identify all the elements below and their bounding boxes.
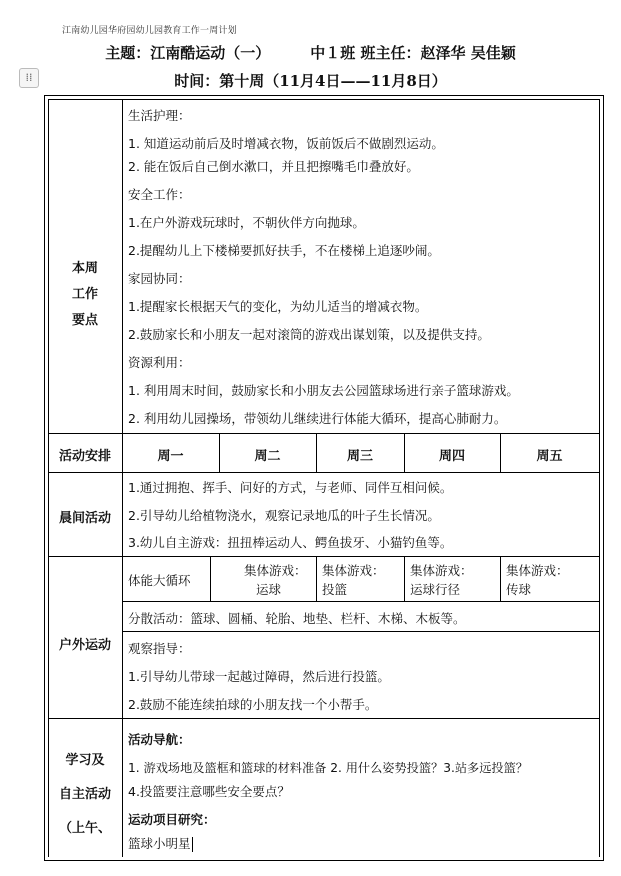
outdoor-cell-wednesday-name: 投篮: [322, 582, 348, 597]
morning-label: 晨间活动: [58, 511, 111, 526]
outdoor-cell-tuesday-type: 集体游戏：: [244, 563, 307, 578]
outdoor-divider-2: [122, 631, 600, 632]
outdoor-cell-wednesday-type: 集体游戏：: [322, 563, 385, 578]
study-label: [48, 744, 122, 846]
day-wednesday: 周三: [346, 449, 373, 464]
weekly-line-11: 1. 利用周末时间，鼓励家长和小朋友去公园篮球场进行亲子篮球游戏。: [128, 383, 519, 398]
outdoor-cell-thursday-type: 集体游戏：: [410, 563, 473, 578]
outdoor-cell-monday: 体能大循环: [128, 573, 191, 588]
weekly-line-6: 2.提醒幼儿上下楼梯要抓好扶手，不在楼梯上追逐吵闹。: [128, 243, 440, 258]
weekly-line-2: 1. 知道运动前后及时增减衣物，饭前饭后不做剧烈运动。: [128, 136, 444, 151]
table-inner-top-line: [48, 99, 600, 100]
study-research-text: 篮球小明星: [128, 836, 191, 851]
label-column-divider: [122, 99, 123, 857]
study-label-line-2: 自主活动: [58, 787, 111, 802]
outdoor-observe-line-2: 2.鼓励不能连续拍球的小朋友找一个小帮手。: [128, 697, 378, 712]
study-label-line-3: （上午、: [58, 821, 111, 836]
morning-line-2: 2.引导幼儿给植物浇水，观察记录地瓜的叶子生长情况。: [128, 508, 440, 523]
morning-line-1: 1.通过拥抱、挥手、问好的方式，与老师、同伴互相问候。: [128, 480, 453, 495]
weekly-points-label: [48, 256, 122, 334]
study-nav-line-1: 1. 游戏场地及篮框和篮球的材料准备 2. 用什么姿势投篮？3.站多远投篮？: [128, 761, 528, 775]
weekly-line-5: 1.在户外游戏玩球时，不朝伙伴方向抛球。: [128, 215, 365, 230]
table-inner-right-line: [599, 99, 600, 857]
outdoor-cell-divider-2: [316, 556, 317, 601]
schedule-label: 活动安排: [58, 449, 111, 464]
weekly-line-1: 生活护理：: [128, 108, 191, 123]
row-divider-2: [48, 472, 600, 473]
weekly-label-line-3: 要点: [71, 313, 98, 328]
outdoor-cell-tuesday-name: 运球: [256, 582, 282, 597]
weekly-line-7: 家园协同：: [128, 271, 191, 286]
study-research-field[interactable]: [128, 834, 193, 852]
weekly-line-12: 2. 利用幼儿园操场，带领幼儿继续进行体能大循环，提高心肺耐力。: [128, 411, 507, 426]
class-info-text: 中１班 班主任：赵泽华 吴佳颖: [310, 44, 516, 62]
outdoor-cell-friday-type: 集体游戏：: [506, 563, 569, 578]
weekly-line-3: 2. 能在饭后自己倒水漱口，并且把擦嘴毛巾叠放好。: [128, 159, 419, 174]
outdoor-cell-divider-1: [210, 556, 211, 601]
outdoor-cell-thursday-name: 运球行径: [410, 582, 461, 597]
weekly-label-line-1: 本周: [71, 261, 98, 276]
weekly-line-9: 2.鼓励家长和小朋友一起对滚筒的游戏出谋划策，以及提供支持。: [128, 327, 490, 342]
text-cursor: [192, 837, 193, 852]
weekly-line-8: 1.提醒家长根据天气的变化，为幼儿适当的增减衣物。: [128, 299, 428, 314]
row-divider-3: [48, 556, 600, 557]
outdoor-label: 户外运动: [58, 638, 111, 653]
weekly-label-line-2: 工作: [71, 287, 98, 302]
plan-time: 时间：第十周（11月4日——11月8日）: [174, 72, 447, 90]
study-label-line-1: 学习及: [65, 753, 105, 768]
outdoor-cell-friday-name: 传球: [506, 582, 532, 597]
weekly-line-10: 资源利用：: [128, 355, 191, 370]
plan-title: [0, 42, 621, 63]
table-move-handle-icon[interactable]: ⁞⁞: [19, 68, 39, 88]
study-research-title: 运动项目研究：: [128, 812, 216, 827]
document-header: 江南幼儿园华府园幼儿园教育工作一周计划: [62, 26, 237, 36]
outdoor-cell-divider-3: [404, 556, 405, 601]
day-monday: 周一: [157, 449, 184, 464]
row-divider-4: [48, 718, 600, 719]
theme-text: 主题：江南酷运动（一）: [105, 44, 271, 62]
day-friday: 周五: [536, 449, 563, 464]
day-thursday: 周四: [438, 449, 465, 464]
outdoor-observe-title: 观察指导：: [128, 641, 191, 656]
day-tuesday: 周二: [254, 449, 281, 464]
study-nav-line-2: 4.投篮要注意哪些安全要点？: [128, 784, 290, 799]
row-divider-1: [48, 433, 600, 434]
morning-line-3: 3.幼儿自主游戏：扭扭棒运动人、鳄鱼拔牙、小猫钓鱼等。: [128, 535, 453, 550]
outdoor-divider-1: [122, 601, 600, 602]
outdoor-observe-line-1: 1.引导幼儿带球一起越过障碍，然后进行投篮。: [128, 669, 390, 684]
outdoor-scattered: 分散活动：篮球、圆桶、轮胎、地垫、栏杆、木梯、木板等。: [128, 611, 466, 626]
outdoor-cell-divider-4: [500, 556, 501, 601]
study-nav-title: 活动导航：: [128, 732, 191, 747]
weekly-line-4: 安全工作：: [128, 187, 191, 202]
